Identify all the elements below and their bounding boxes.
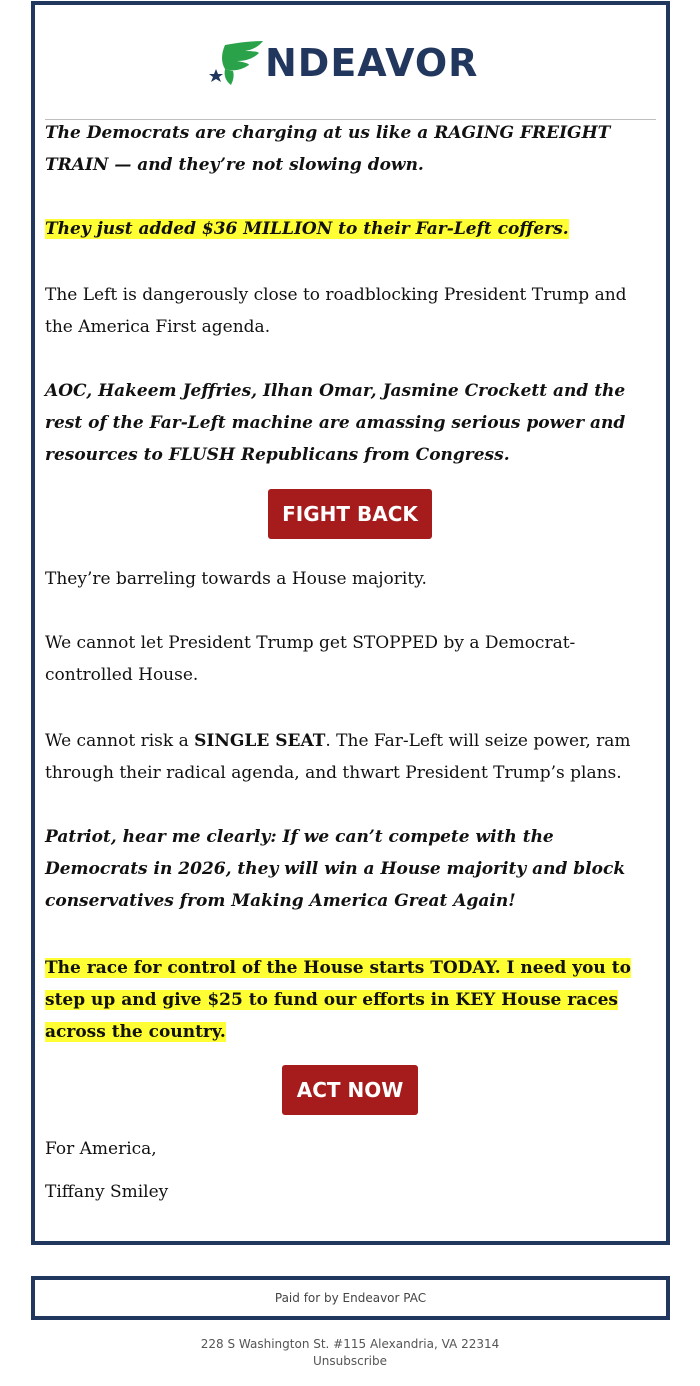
endeavor-logo[interactable]	[207, 39, 497, 87]
email-body	[31, 1, 670, 1245]
single-seat-post: . The Far-Left will seize power, ram through their radical agenda, and thwart President Trump’s plans.	[45, 731, 631, 783]
act-now-button[interactable]: ACT NOW	[282, 1065, 418, 1115]
paragraph-stopped: We cannot let President Trump get STOPPED by a Democrat-controlled House.	[45, 633, 576, 685]
intro-paragraph: The Democrats are charging at us like a RAGING FREIGHT TRAIN — and they’re not slowing down.	[45, 123, 611, 175]
highlight-paragraph-1	[45, 213, 659, 245]
paragraph-patriot: Patriot, hear me clearly: If we can’t compete with the Democrats in 2026, they will win a House majority and block conservatives from Making America Great Again!	[45, 827, 626, 911]
highlight-text-1: They just added $36 MILLION to their Far-Left coffers.	[45, 219, 569, 239]
paragraph-far-left-machine: AOC, Hakeem Jeffries, Ilhan Omar, Jasmine Crockett and the rest of the Far-Left machine are amassing serious power and resources to FLUSH Republicans from Congress.	[45, 381, 626, 465]
paragraph-house-majority: They’re barreling towards a House majority.	[45, 569, 427, 589]
paid-for-text: Paid for by Endeavor PAC	[274, 1291, 427, 1305]
paragraph-left-roadblock: The Left is dangerously close to roadblocking President Trump and the America First agenda.	[45, 285, 627, 337]
wing-star-icon	[207, 39, 267, 87]
header	[35, 33, 666, 93]
fight-back-button[interactable]: FIGHT BACK	[268, 489, 432, 539]
single-seat-pre: We cannot risk a	[45, 731, 195, 751]
signoff: For America,	[45, 1139, 157, 1159]
paragraph-single-seat	[45, 725, 659, 789]
signature: Tiffany Smiley	[45, 1182, 169, 1202]
highlight-text-2: The race for control of the House starts TODAY. I need you to step up and give $25 to fund our efforts in KEY House races across the country.	[45, 958, 631, 1042]
mailing-address: 228 S Washington St. #115 Alexandria, VA 22314	[200, 1337, 500, 1351]
single-seat-bold: SINGLE SEAT	[194, 731, 326, 751]
logo-wordmark: NDEAVOR	[265, 41, 479, 85]
highlight-paragraph-2	[45, 952, 659, 1048]
paid-for-box	[31, 1276, 670, 1320]
unsubscribe-link[interactable]: Unsubscribe	[313, 1354, 387, 1368]
